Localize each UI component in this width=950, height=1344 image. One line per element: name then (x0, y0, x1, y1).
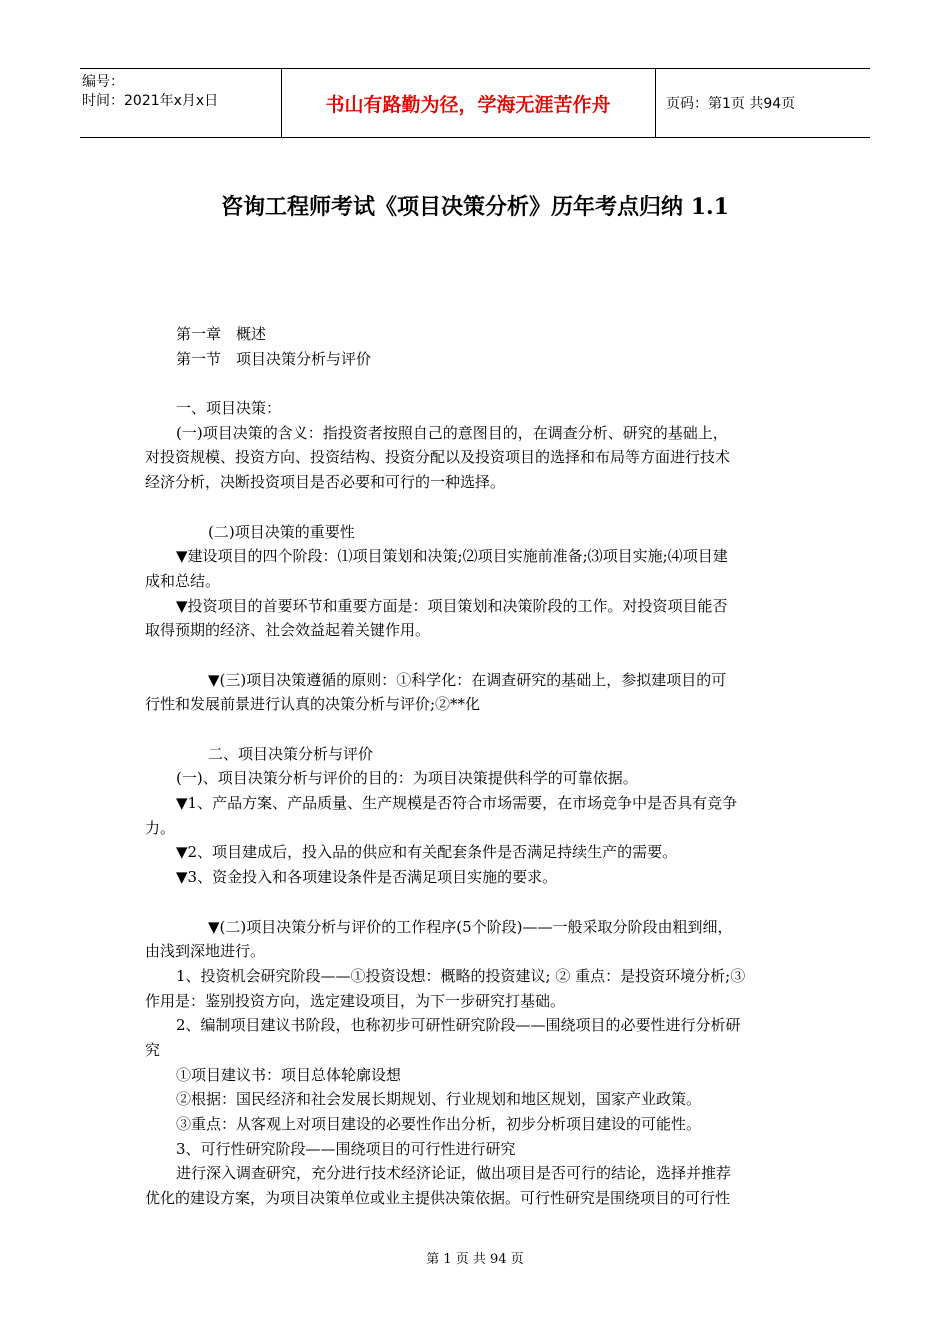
body-line: 2、编制项目建议书阶段，也称初步可研性研究阶段——围绕项目的必要性进行分析研 (176, 1016, 741, 1035)
body-line: ①项目建议书：项目总体轮廓设想 (176, 1065, 402, 1084)
body-line: ▼2、项目建成后，投入品的供应和有关配套条件是否满足持续生产的需要。 (176, 843, 678, 862)
document-title: 咨询工程师考试《项目决策分析》历年考点归纳 1.1 (221, 194, 729, 220)
body-line: 作用是：鉴别投资方向，选定建设项目，为下一步研究打基础。 (145, 991, 566, 1010)
body-line: 对投资规模、投资方向、投资结构、投资分配以及投资项目的选择和布局等方面进行技术 (145, 448, 731, 467)
body-line: 1、投资机会研究阶段——①投资设想：概略的投资建议; ② 重点：是投资环境分析;③ (176, 966, 746, 985)
body-line: 究 (145, 1040, 161, 1059)
body-line: 取得预期的经济、社会效益起着关键作用。 (145, 621, 431, 640)
body-line: 力。 (145, 818, 176, 837)
page-footer: 第 1 页 共 94 页 (426, 1252, 524, 1267)
body-line: 成和总结。 (145, 571, 221, 590)
paragraph-gap (145, 890, 810, 915)
document-body (145, 322, 810, 1211)
header-page-info: 页码：第1页 共94页 (666, 96, 796, 112)
body-line: 3、可行性研究阶段——围绕项目的可行性进行研究 (176, 1139, 516, 1158)
body-line: ②根据：国民经济和社会发展长期规划、行业规划和地区规划，国家产业政策。 (176, 1090, 702, 1109)
body-line: 二、项目决策分析与评价 (208, 744, 374, 763)
paragraph-gap (145, 371, 810, 396)
document-date: 时间：2021年x月x日 (82, 93, 219, 109)
page-header (80, 68, 870, 138)
header-divider-right (655, 69, 656, 137)
body-line: 行性和发展前景进行认真的决策分析与评价;②**化 (145, 695, 481, 714)
body-line: ▼投资项目的首要环节和重要方面是：项目策划和决策阶段的工作。对投资项目能否 (176, 596, 728, 615)
body-line: ▼(三)项目决策遵循的原则：①科学化：在调查研究的基础上，参拟建项目的可 (208, 670, 727, 689)
body-line: (一)、项目决策分析与评价的目的：为项目决策提供科学的可靠依据。 (176, 769, 638, 788)
body-line: (二)项目决策的重要性 (208, 522, 355, 541)
paragraph-gap (145, 717, 810, 742)
body-line: 优化的建设方案，为项目决策单位或业主提供决策依据。可行性研究是围绕项目的可行性 (145, 1189, 731, 1208)
body-line: ▼3、资金投入和各项建设条件是否满足项目实施的要求。 (176, 868, 558, 887)
body-line: ③重点：从客观上对项目建设的必要性作出分析，初步分析项目建设的可能性。 (176, 1115, 702, 1133)
body-line: ▼建设项目的四个阶段：⑴项目策划和决策;⑵项目实施前准备;⑶项目实施;⑷项目建 (176, 547, 728, 566)
body-line: ▼(二)项目决策分析与评价的工作程序(5个阶段)——一般采取分阶段由粗到细， (208, 917, 733, 936)
body-line: 由浅到深地进行。 (145, 942, 266, 961)
paragraph-gap (145, 495, 810, 520)
body-line: (一)项目决策的含义：指投资者按照自己的意图目的，在调查分析、研究的基础上， (176, 423, 728, 442)
body-line: ▼1、产品方案、产品质量、生产规模是否符合市场需要，在市场竞争中是否具有竞争 (176, 794, 738, 813)
body-line: 经济分析，决断投资项目是否必要和可行的一种选择。 (145, 473, 506, 492)
body-line: 进行深入调查研究，充分进行技术经济论证，做出项目是否可行的结论，选择并推荐 (176, 1164, 732, 1183)
document-code-label: 编号： (82, 74, 124, 90)
header-motto: 书山有路勤为径，学海无涯苦作舟 (325, 93, 611, 116)
paragraph-gap (145, 643, 810, 668)
body-line: 一、项目决策： (176, 399, 282, 418)
header-meta (82, 73, 282, 111)
body-line: 第一节 项目决策分析与评价 (176, 349, 372, 368)
body-line: 第一章 概述 (176, 325, 267, 343)
